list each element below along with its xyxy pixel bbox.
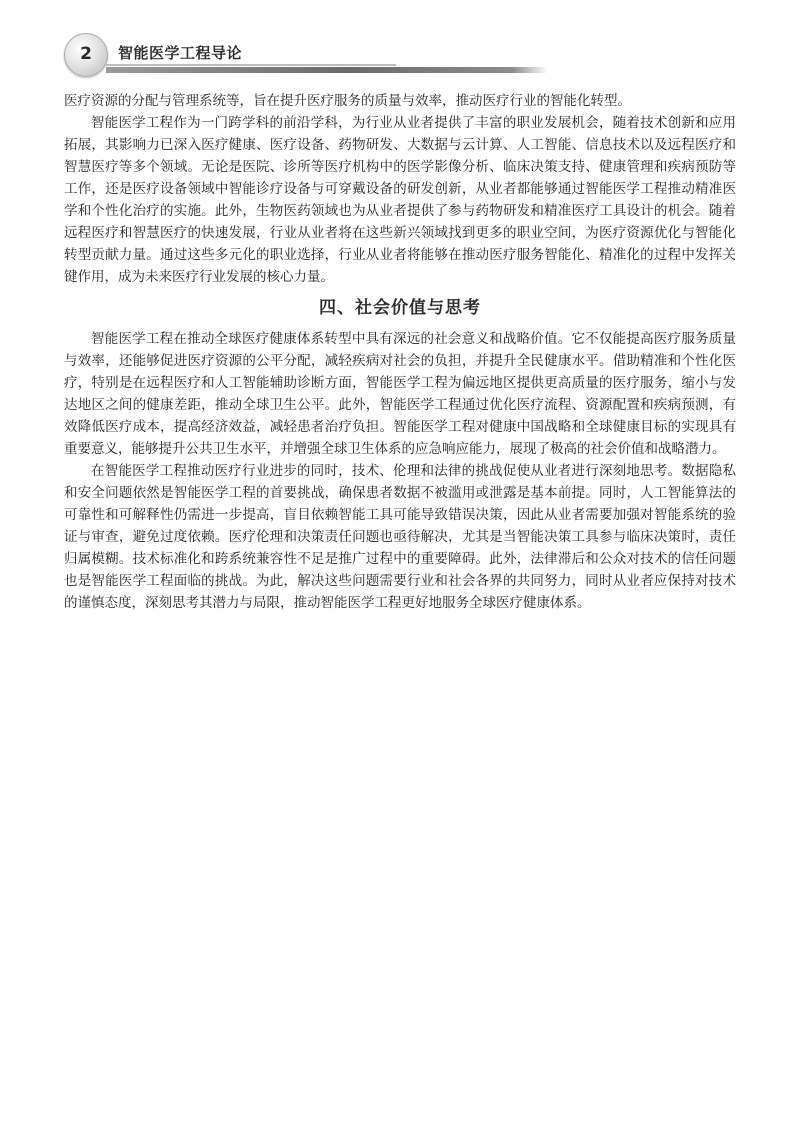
page-number-badge — [64, 33, 108, 77]
page-header — [0, 0, 800, 80]
paragraph-challenges: 在智能医学工程推动医疗行业进步的同时，技术、伦理和法律的挑战促使从业者进行深刻地思考。数据隐私和安全问题依然是智能医学工程的首要挑战，确保患者数据不被滥用或泄露是基本前提。同时，人工智能算法的可靠性和可解释性仍需进一步提高，盲目依赖智能工具可能导致错误决策，因此从业者需要加强对智能系统的验证与审查，避免过度依赖。医疗伦理和决策责任问题也亟待解决，尤其是当智能决策工具参与临床决策时，责任归属模糊。技术标准化和跨系统兼容性不足是推广过程中的重要障碍。此外，法律滞后和公众对技术的信任问题也是智能医学工程面临的挑战。为此，解决这些问题需要行业和社会各界的共同努力，同时从业者应保持对技术的谨慎态度，深刻思考其潜力与局限，推动智能医学工程更好地服务全球医疗健康体系。 — [64, 463, 736, 611]
header-rule-thin — [106, 64, 396, 66]
running-head-title: 智能医学工程导论 — [118, 44, 243, 62]
section-heading: 四、社会价值与思考 — [319, 298, 481, 318]
page-body — [64, 90, 736, 614]
page-number: 2 — [80, 44, 92, 64]
paragraph-career-opportunities: 智能医学工程作为一门跨学科的前沿学科，为行业从业者提供了丰富的职业发展机会，随着技术创新和应用拓展，其影响力已深入医疗健康、医疗设备、药物研发、大数据与云计算、人工智能、信息技术以及远程医疗和智慧医疗等多个领域。无论是医院、诊所等医疗机构中的医学影像分析、临床决策支持、健康管理和疾病预防等工作，还是医疗设备领域中智能诊疗设备与可穿戴设备的研发创新，从业者都能够通过智能医学工程推动精准医学和个性化治疗的实施。此外，生物医药领域也为从业者提供了参与药物研发和精准医疗工具设计的机会。随着远程医疗和智慧医疗的快速发展，行业从业者将在这些新兴领域找到更多的职业空间，为医疗资源优化与智能化转型贡献力量。通过这些多元化的职业选择，行业从业者将能够在推动医疗服务智能化、精准化的过程中发挥关键作用，成为未来医疗行业发展的核心力量。 — [64, 115, 736, 285]
paragraph-social-value: 智能医学工程在推动全球医疗健康体系转型中具有深远的社会意义和战略价值。它不仅能提高医疗服务质量与效率，还能够促进医疗资源的公平分配，减轻疾病对社会的负担，并提升全民健康水平。借助精准和个性化医疗，特别是在远程医疗和人工智能辅助诊断方面，智能医学工程为偏远地区提供更高质量的医疗服务，缩小与发达地区之间的健康差距，推动全球卫生公平。此外，智能医学工程通过优化医疗流程、资源配置和疾病预测，有效降低医疗成本，提高经济效益，减轻患者治疗负担。智能医学工程对健康中国战略和全球健康目标的实现具有重要意义，能够提升公共卫生水平，并增强全球卫生体系的应急响应能力，展现了极高的社会价值和战略潜力。 — [64, 331, 736, 457]
paragraph-continued: 医疗资源的分配与管理系统等，旨在提升医疗服务的质量与效率，推动医疗行业的智能化转型。 — [64, 93, 631, 109]
header-rule-thick — [106, 67, 548, 73]
